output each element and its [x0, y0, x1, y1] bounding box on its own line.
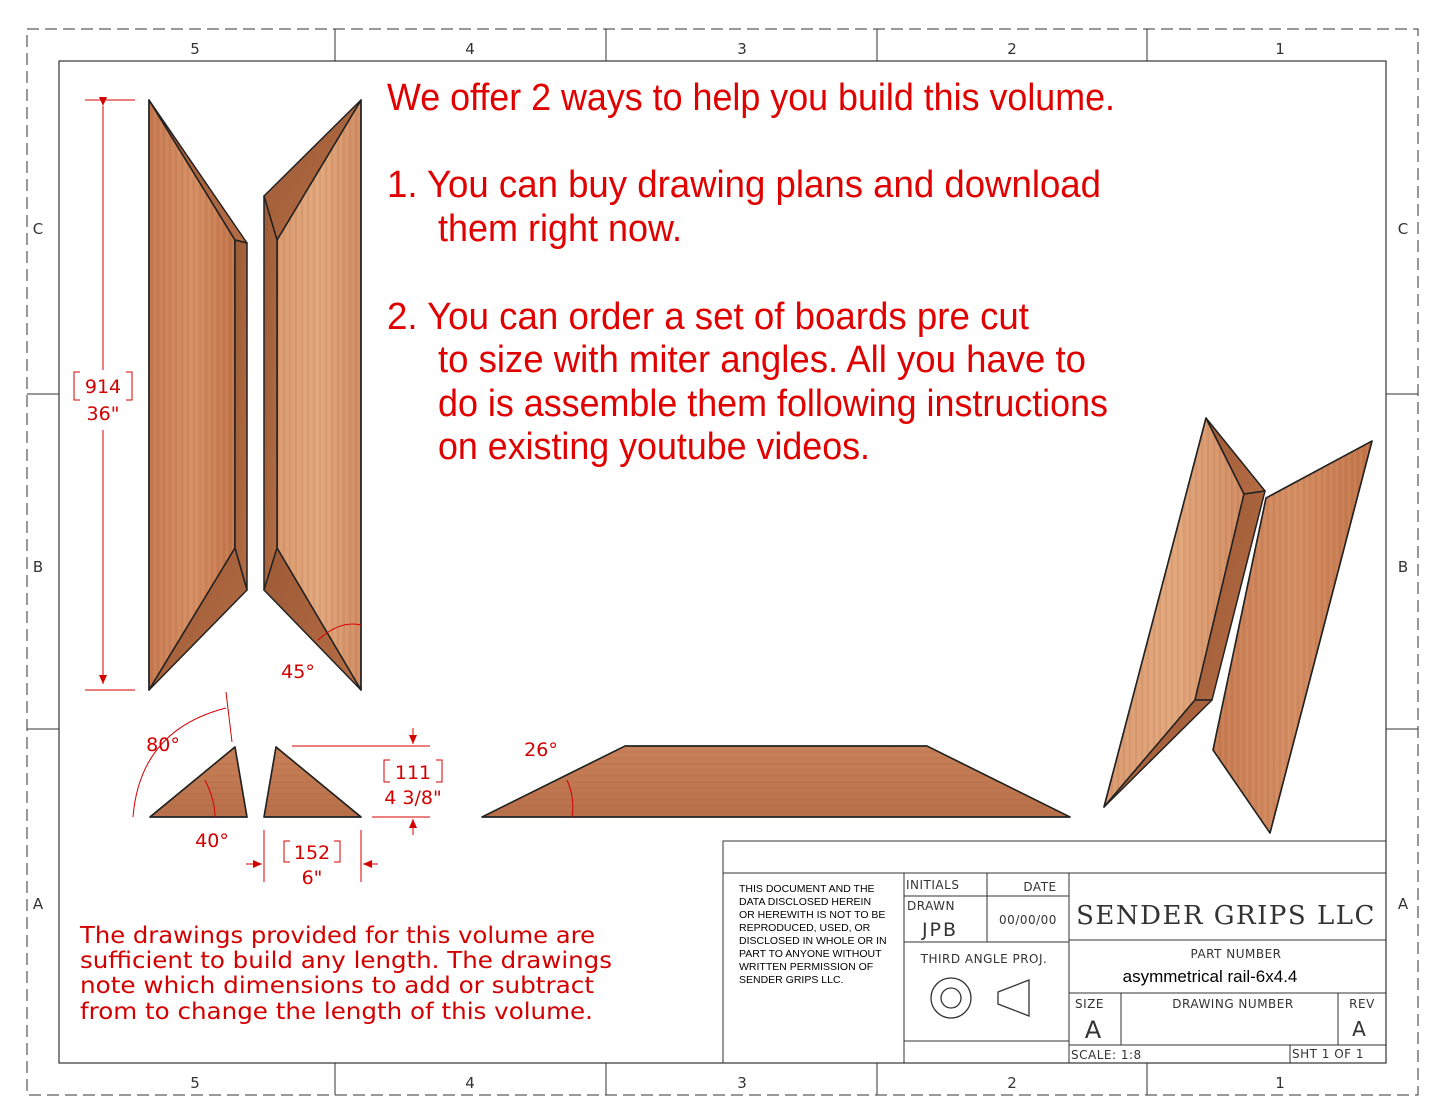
note-line-4: from to change the length of this volume. [80, 999, 593, 1025]
drawing-number-label: DRAWING NUMBER [1172, 997, 1294, 1011]
miter-angle-label: 45° [281, 661, 315, 683]
base-angle-label: 40° [195, 830, 229, 852]
zone-row-a-right: A [1397, 895, 1409, 913]
zone-col-3-bottom: 3 [737, 1074, 747, 1092]
sheet-label: SHT 1 OF 1 [1292, 1047, 1365, 1061]
notice-line-8: SENDER GRIPS LLC. [739, 974, 844, 986]
notice-line-7: WRITTEN PERMISSION OF [739, 961, 874, 973]
drawn-label: DRAWN [907, 899, 955, 913]
bevel-angle-label: 26° [524, 739, 558, 761]
option1-line2: them right now. [438, 208, 682, 250]
zone-col-2-top: 2 [1007, 40, 1017, 58]
intro-heading: We offer 2 ways to help you build this volume. [387, 77, 1115, 119]
zone-row-c-right: C [1397, 220, 1409, 238]
board-side-view [482, 746, 1070, 817]
notice-line-1: THIS DOCUMENT AND THE [739, 883, 875, 895]
note-line-2: sufficient to build any length. The drawings [80, 948, 612, 974]
third-angle-projection-icon [931, 978, 1029, 1018]
length-note [79, 923, 612, 1025]
date-value: 00/00/00 [999, 913, 1057, 927]
note-line-3: note which dimensions to add or subtract [80, 973, 594, 999]
size-label: SIZE [1075, 997, 1104, 1011]
zone-col-3-top: 3 [737, 40, 747, 58]
zone-col-1-top: 1 [1275, 40, 1285, 58]
initials-label: INITIALS [906, 878, 960, 892]
notice-line-4: REPRODUCED, USED, OR [739, 922, 871, 934]
apex-angle-label: 80° [146, 734, 180, 756]
width-in: 6" [301, 867, 323, 889]
option2-line4: on existing youtube videos. [438, 426, 870, 468]
notice-line-2: DATA DISCLOSED HEREIN [739, 896, 872, 908]
drawn-by: JPB [921, 919, 959, 941]
end-profile-right [264, 747, 361, 817]
option2-line1: 2. You can order a set of boards pre cut [387, 296, 1030, 338]
width-mm: 152 [293, 842, 331, 864]
option2-line3: do is assemble them following instructions [438, 383, 1108, 425]
part-number-label: PART NUMBER [1190, 947, 1282, 961]
zone-col-5-top: 5 [190, 40, 200, 58]
height-in: 4 3/8" [384, 787, 442, 809]
rev-label: REV [1349, 997, 1375, 1011]
rev-value: A [1352, 1017, 1366, 1041]
zone-col-4-bottom: 4 [465, 1074, 475, 1092]
part-number: asymmetrical rail-6x4.4 [1122, 967, 1298, 986]
zone-col-4-top: 4 [465, 40, 475, 58]
zone-col-2-bottom: 2 [1007, 1074, 1017, 1092]
scale-label: SCALE: 1:8 [1071, 1048, 1142, 1062]
notice-line-3: OR HEREWITH IS NOT TO BE [739, 909, 886, 921]
zone-col-5-bottom: 5 [190, 1074, 200, 1092]
projection-label: THIRD ANGLE PROJ. [920, 952, 1048, 966]
zone-row-c-left: C [32, 220, 44, 238]
zone-row-b-left: B [32, 558, 44, 576]
end-profile-left [150, 747, 247, 817]
intro-text [387, 77, 1115, 468]
size-value: A [1084, 1016, 1102, 1044]
board-left-front [149, 100, 247, 690]
zone-row-a-left: A [32, 895, 44, 913]
notice-line-6: PART TO ANYONE WITHOUT [739, 948, 882, 960]
option2-line2: to size with miter angles. All you have to [438, 339, 1086, 381]
board-right-front [264, 100, 361, 690]
length-in: 36" [86, 403, 120, 425]
note-line-1: The drawings provided for this volume are [78, 923, 595, 949]
option1-line1: 1. You can buy drawing plans and download [387, 164, 1101, 206]
date-label: DATE [1023, 880, 1057, 894]
zone-row-b-right: B [1397, 558, 1409, 576]
company-name: SENDER GRIPS LLC [1076, 901, 1376, 931]
zone-col-1-bottom: 1 [1275, 1074, 1285, 1092]
proprietary-notice [739, 883, 887, 986]
length-mm: 914 [84, 376, 122, 398]
height-mm: 111 [394, 762, 432, 784]
notice-line-5: DISCLOSED IN WHOLE OR IN [739, 935, 887, 947]
